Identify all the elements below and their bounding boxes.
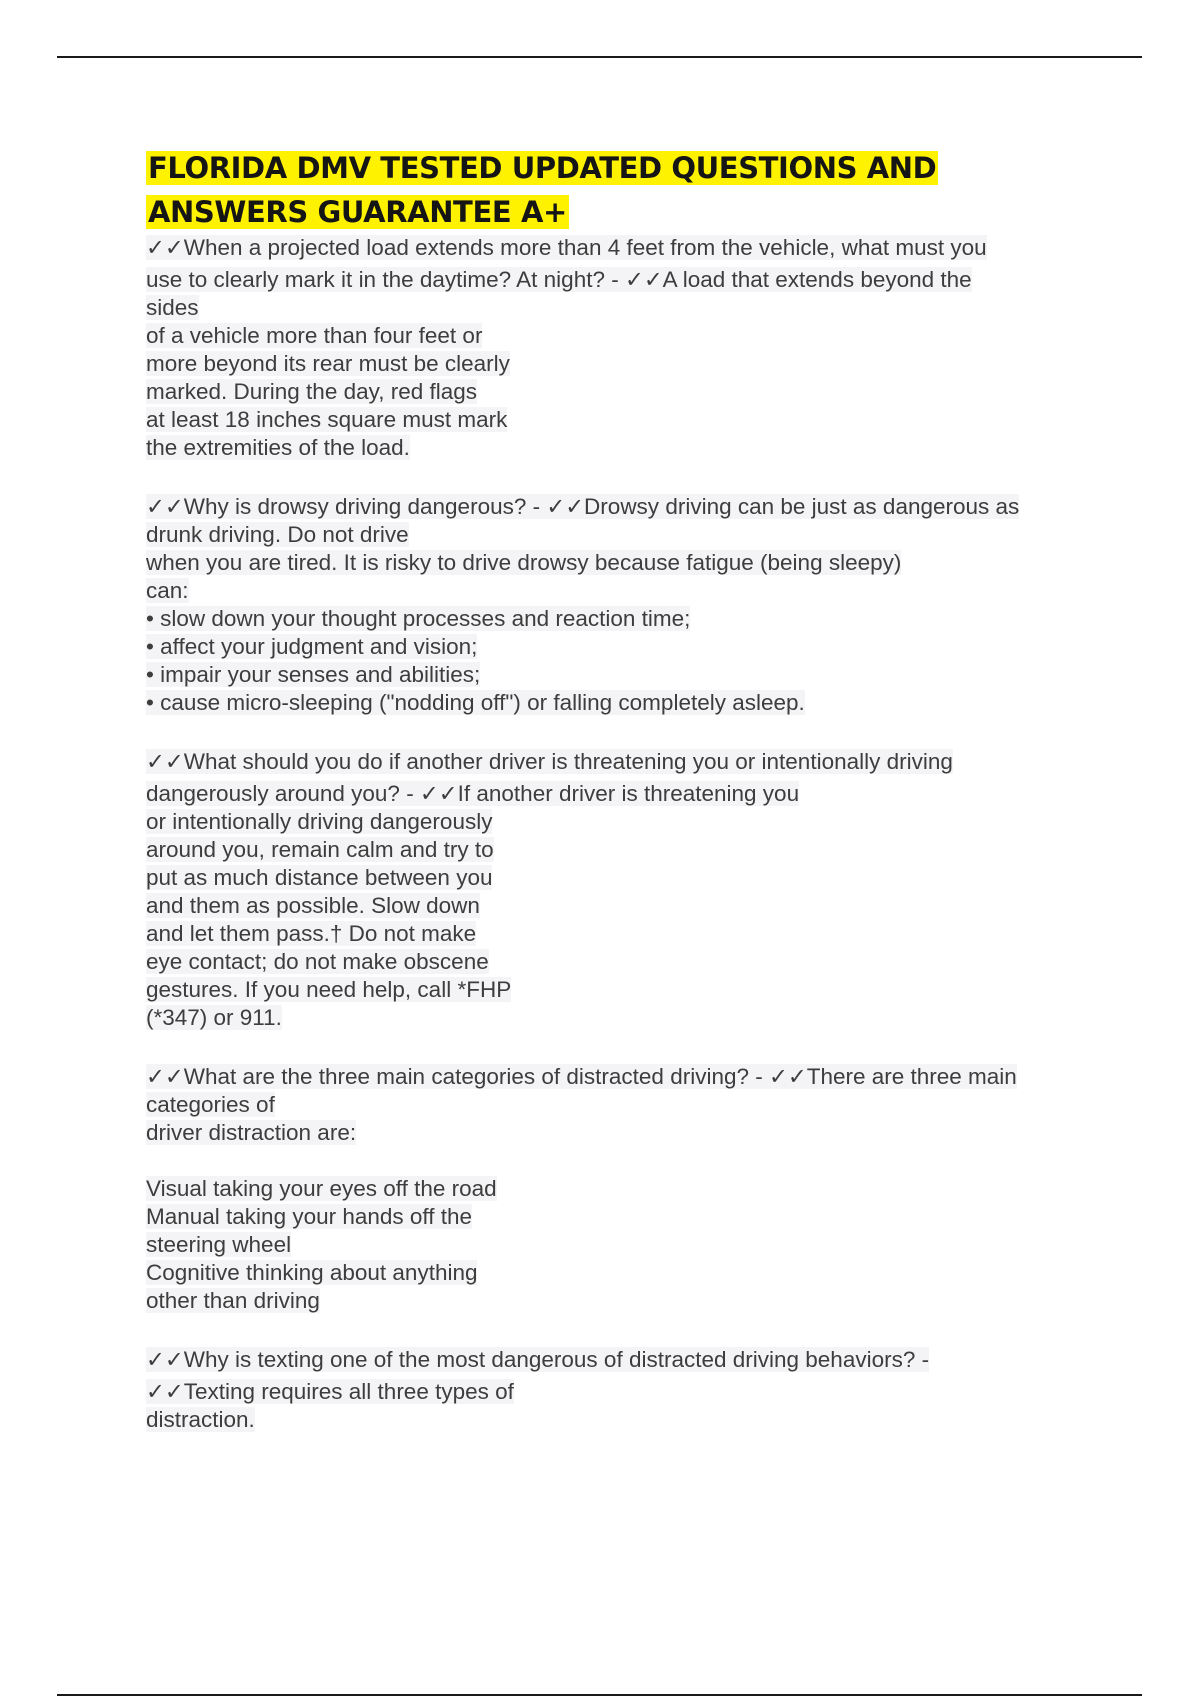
qa-item-threatening-driver: [146, 748, 1096, 1032]
qa-line: • impair your senses and abilities;: [146, 662, 481, 687]
qa-line: • affect your judgment and vision;: [146, 634, 478, 659]
qa-line: steering wheel: [146, 1232, 292, 1257]
qa-line: Manual taking your hands off the: [146, 1204, 473, 1229]
qa-line: and let them pass.† Do not make: [146, 921, 477, 946]
qa-line: (*347) or 911.: [146, 1005, 282, 1030]
qa-line: more beyond its rear must be clearly: [146, 351, 510, 376]
qa-item-load: [146, 234, 1096, 462]
qa-line: dangerously around you? - ✓✓If another driver is threatening you: [146, 781, 800, 806]
qa-line: ✓✓Why is drowsy driving dangerous? - ✓✓Drowsy driving can be just as dangerous as: [146, 494, 1020, 519]
qa-line: of a vehicle more than four feet or: [146, 323, 483, 348]
qa-line: and them as possible. Slow down: [146, 893, 480, 918]
qa-line: ✓✓Why is texting one of the most dangerous of distracted driving behaviors? -: [146, 1347, 930, 1372]
qa-line: gestures. If you need help, call *FHP: [146, 977, 512, 1002]
qa-line: marked. During the day, red flags: [146, 379, 477, 404]
qa-line: around you, remain calm and try to: [146, 837, 494, 862]
qa-line: • cause micro-sleeping ("nodding off") or falling completely asleep.: [146, 690, 805, 715]
qa-line: Visual taking your eyes off the road: [146, 1176, 497, 1201]
qa-line: ✓✓What should you do if another driver is threatening you or intentionally driving: [146, 749, 953, 774]
qa-line: Cognitive thinking about anything: [146, 1260, 478, 1285]
title-line-2: ANSWERS GUARANTEE A+: [148, 195, 567, 229]
blank-line: [146, 1147, 1096, 1175]
bottom-rule: [57, 1694, 1142, 1696]
qa-line: ✓✓Texting requires all three types of: [146, 1379, 514, 1404]
qa-line: at least 18 inches square must mark: [146, 407, 508, 432]
qa-line: categories of: [146, 1092, 275, 1117]
qa-line: eye contact; do not make obscene: [146, 949, 489, 974]
qa-line: • slow down your thought processes and reaction time;: [146, 606, 691, 631]
qa-line: distraction.: [146, 1407, 255, 1432]
qa-line: drunk driving. Do not drive: [146, 522, 409, 547]
top-rule: [57, 56, 1142, 58]
qa-item-texting: [146, 1346, 1096, 1434]
qa-line: driver distraction are:: [146, 1120, 357, 1145]
document-body: [146, 146, 1096, 1434]
qa-line: can:: [146, 578, 189, 603]
qa-line: the extremities of the load.: [146, 435, 410, 460]
qa-line: ✓✓What are the three main categories of distracted driving? - ✓✓There are three main: [146, 1064, 1017, 1089]
title-line-1: FLORIDA DMV TESTED UPDATED QUESTIONS AND: [148, 151, 937, 185]
qa-item-drowsy: [146, 493, 1096, 717]
qa-line: put as much distance between you: [146, 865, 493, 890]
qa-line: sides: [146, 295, 199, 320]
document-title: [146, 146, 1096, 234]
qa-item-distraction-categories: [146, 1063, 1096, 1315]
qa-line: other than driving: [146, 1288, 320, 1313]
qa-line: or intentionally driving dangerously: [146, 809, 493, 834]
qa-line: use to clearly mark it in the daytime? At night? - ✓✓A load that extends beyond the: [146, 267, 972, 292]
qa-line: when you are tired. It is risky to drive drowsy because fatigue (being sleepy): [146, 550, 902, 575]
qa-line: ✓✓When a projected load extends more than 4 feet from the vehicle, what must you: [146, 235, 987, 260]
